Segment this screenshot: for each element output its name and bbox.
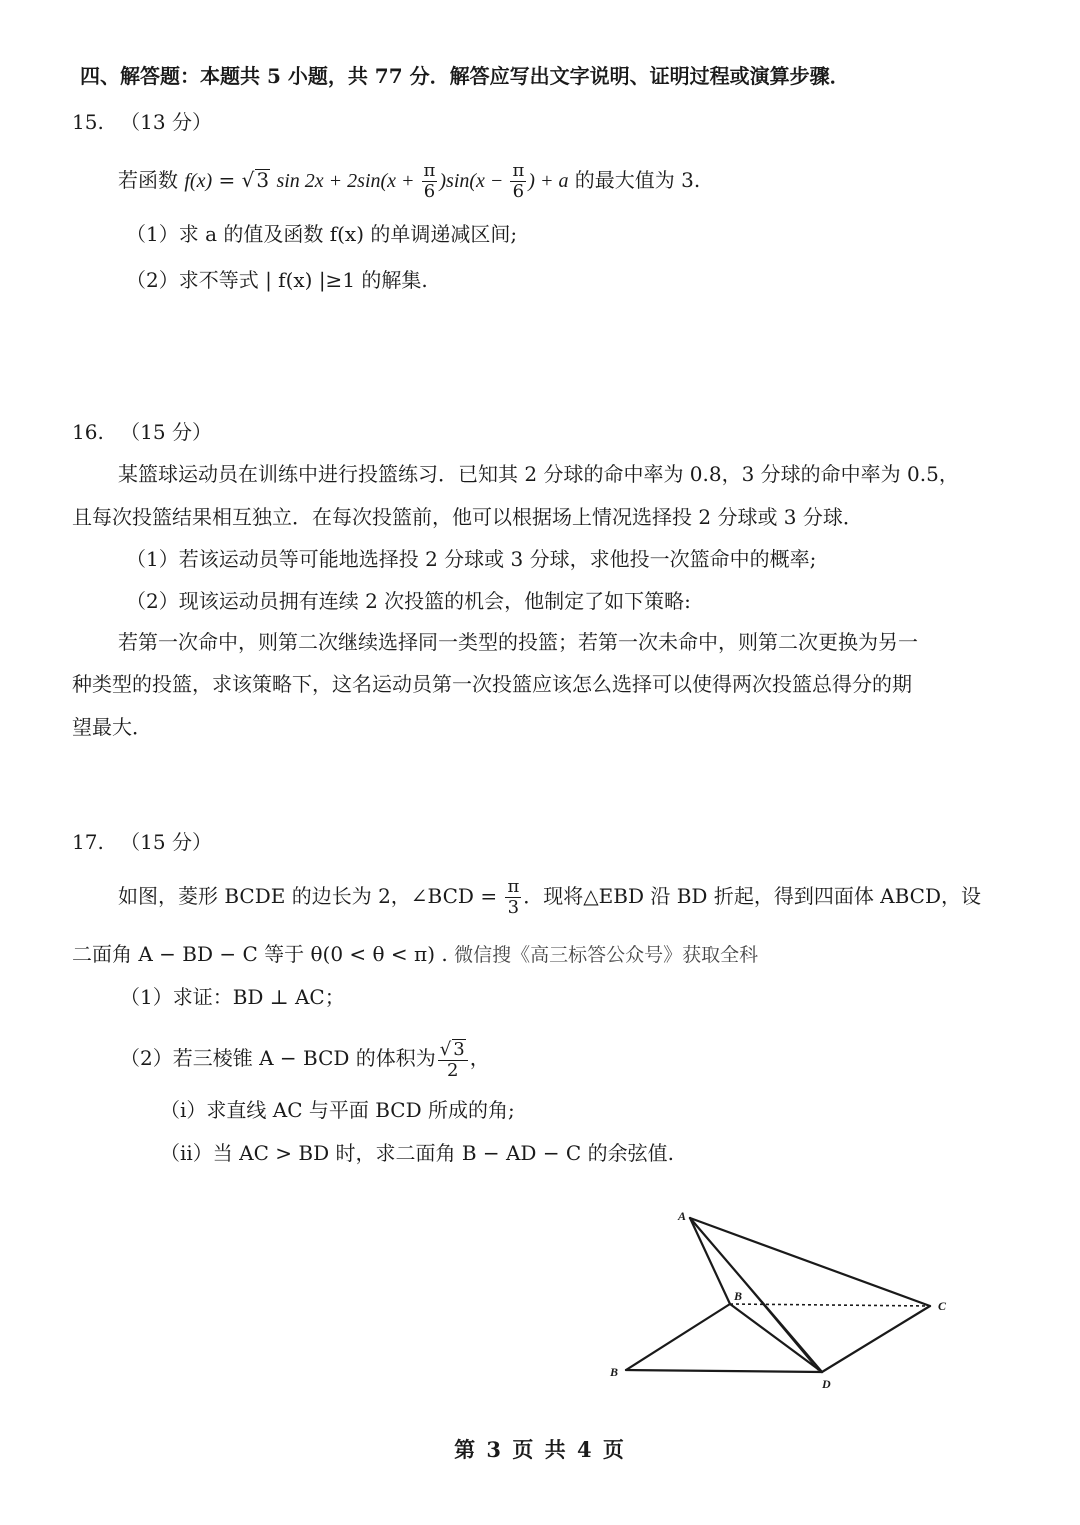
label-C: C: [938, 1299, 947, 1313]
q16-part1: （1）若该运动员等可能地选择投 2 分球或 3 分球，求他投一次篮命中的概率;: [126, 547, 817, 571]
edge-B-D: [626, 1370, 822, 1372]
q16-line1: 某篮球运动员在训练中进行投篮练习．已知其 2 分球的命中率为 0.8，3 分球的命中率为 0.5，: [118, 462, 959, 486]
q15-part2: （2）求不等式 | f(x) |≥1 的解集.: [126, 268, 428, 292]
q15-frac-2-num: π: [512, 160, 525, 181]
q17-line2-row: [72, 940, 758, 969]
q17-part2: [120, 1036, 490, 1081]
q15-frac-2: [510, 161, 526, 202]
q17-frac-vol-num: √ 3: [438, 1039, 468, 1061]
edge-A-D-inner: [694, 1222, 818, 1370]
q17-stem: [118, 874, 981, 918]
q15-sqrt3: 3: [256, 168, 270, 192]
q16-line5: 望最大．: [72, 715, 152, 739]
q16-number: 16.: [72, 420, 104, 444]
label-A: A: [678, 1209, 687, 1223]
edge-Bback-C-dashed: [730, 1304, 930, 1306]
q17-heading: [72, 828, 212, 856]
section-header: 四、解答题：本题共 5 小题，共 77 分．解答应写出文字说明、证明过程或演算步骤．: [80, 64, 850, 88]
q15-eq: =: [212, 168, 242, 192]
q16-line2: 且每次投篮结果相互独立．在每次投篮前，他可以根据场上情况选择投 2 分球或 3 分球．: [72, 505, 863, 529]
q15-frac-1: [422, 161, 438, 202]
q16-part2: （2）现该运动员拥有连续 2 次投篮的机会，他制定了如下策略:: [126, 589, 691, 613]
watermark-text: 微信搜《高三标答公众号》获取全科: [454, 944, 759, 966]
q15-stem-pre: 若函数: [118, 168, 185, 192]
q15-number: 15.: [72, 110, 104, 134]
label-D: D: [822, 1377, 831, 1391]
q15-part1: （1）求 a 的值及函数 f(x) 的单调递减区间;: [126, 222, 518, 246]
q17-frac-pi3: [505, 877, 521, 918]
q17-part2-post: ，: [469, 1046, 490, 1070]
q17-part1: （1）求证：BD ⊥ AC；: [120, 985, 345, 1009]
edge-Bback-D: [730, 1304, 822, 1372]
q16-points: （15 分）: [120, 420, 212, 444]
edge-Bback-B: [626, 1304, 730, 1370]
q15-mid1: sin 2x + 2sin(x +: [276, 170, 420, 192]
q17-sub2: （ii）当 AC > BD 时，求二面角 B − AD − C 的余弦值.: [160, 1141, 674, 1165]
label-B-back: B: [734, 1289, 743, 1303]
page-footer: 第 3 页 共 4 页: [454, 1437, 626, 1462]
q15-frac-1-num: π: [423, 160, 436, 181]
q17-points: （15 分）: [120, 830, 212, 854]
q17-sub1: （i）求直线 AC 与平面 BCD 所成的角;: [160, 1098, 515, 1122]
q17-stem-pre: 如图，菱形 BCDE 的边长为 2，∠BCD =: [118, 884, 504, 908]
q15-mid3: ) + a: [528, 170, 569, 192]
q15-frac-1-den: 6: [423, 181, 436, 202]
q17-number: 17.: [72, 830, 104, 854]
q16-line3: 若第一次命中，则第二次继续选择同一类型的投篮；若第一次未命中，则第二次更换为另一: [118, 630, 918, 654]
q15-frac-2-den: 6: [512, 181, 525, 202]
q17-part2-pre: （2）若三棱锥 A − BCD 的体积为: [120, 1046, 436, 1070]
q17-frac-vol-den: 2: [447, 1059, 459, 1081]
q15-fx: f(x): [184, 170, 213, 192]
q17-frac-pi3-den: 3: [507, 897, 520, 918]
q16-line4: 种类型的投篮，求该策略下，这名运动员第一次投篮应该怎么选择可以使得两次投篮总得分的期: [72, 672, 912, 696]
q17-vol-sqrt3: 3: [453, 1038, 465, 1060]
q17-frac-pi3-num: π: [507, 876, 520, 897]
q17-line2: 二面角 A − BD − C 等于 θ(0 < θ < π) .: [72, 942, 448, 966]
q17-frac-vol: [438, 1039, 468, 1081]
tetrahedron-figure: [590, 1200, 970, 1400]
edge-C-D: [822, 1306, 930, 1372]
q15-points: （13 分）: [120, 110, 212, 134]
label-B: B: [610, 1365, 619, 1379]
q17-stem-post: ．现将△EBD 沿 BD 折起，得到四面体 ABCD，设: [523, 884, 982, 908]
q15-stem-post: 的最大值为 3.: [568, 168, 701, 192]
q16-heading: [72, 418, 212, 446]
q15-heading: [72, 108, 212, 136]
q15-mid2: )sin(x −: [439, 170, 509, 192]
q15-stem: 若函数 f(x) = √ 3 sin 2x + 2sin(x + $\frac{\pi}{6}$ )sin(x − $\frac{\pi}{6}$ ) + a 的最大值为 3.: [118, 160, 701, 202]
